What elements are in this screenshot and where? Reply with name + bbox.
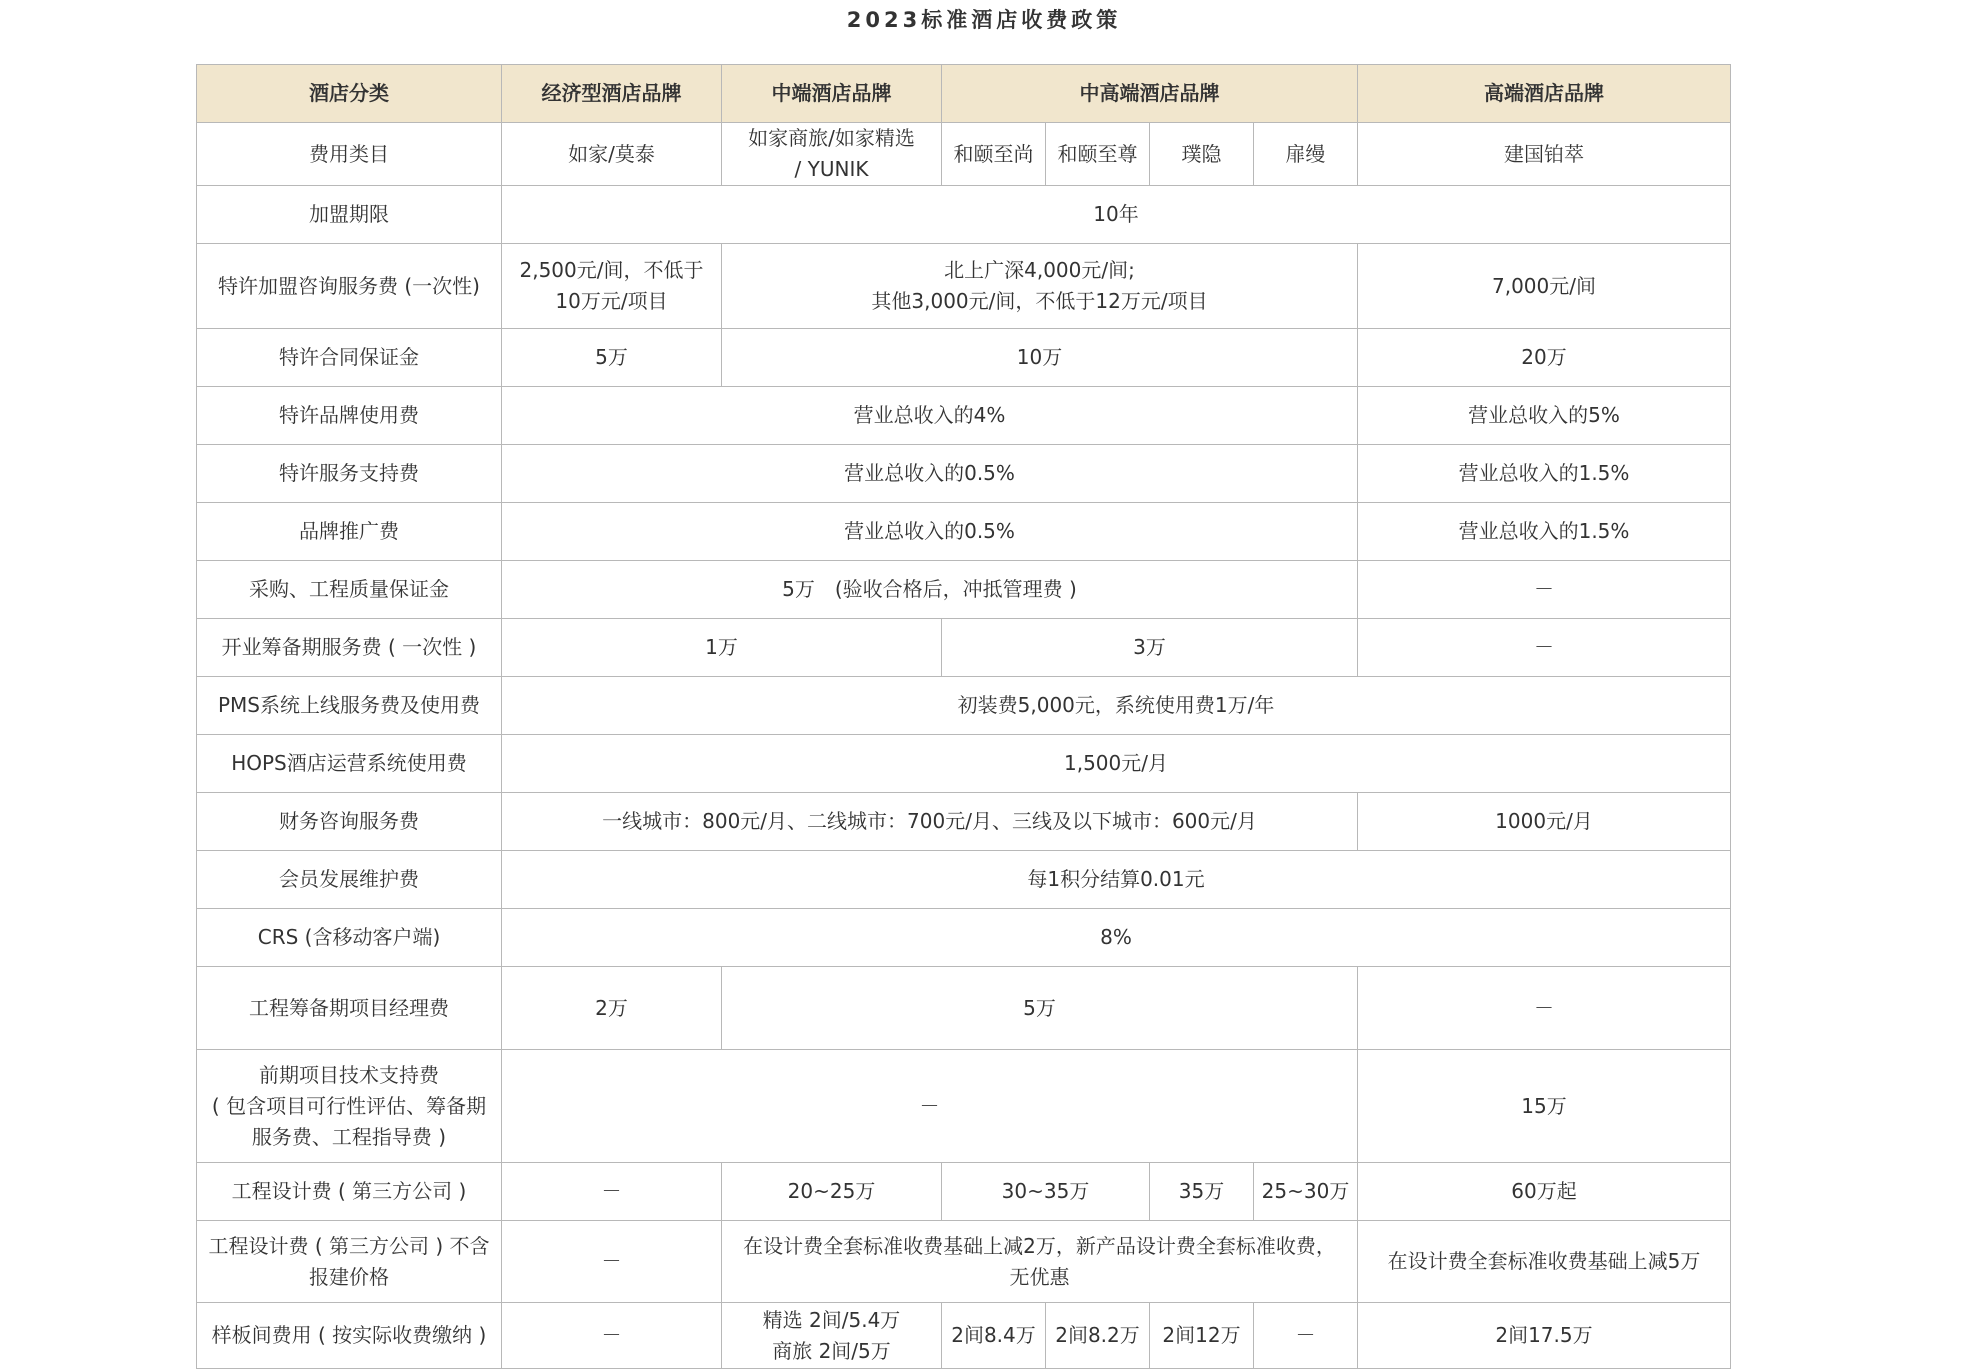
cell-value: 15万 xyxy=(1358,1050,1731,1163)
cell-value: 60万起 xyxy=(1358,1163,1731,1221)
cell-value: 2间12万 xyxy=(1150,1303,1254,1369)
cell-value: 2间8.4万 xyxy=(942,1303,1046,1369)
cell-value: 25~30万 xyxy=(1254,1163,1358,1221)
page-title: 2023标准酒店收费政策 xyxy=(846,8,1122,32)
row-label: 会员发展维护费 xyxy=(197,851,502,909)
cell-line: 无优惠 xyxy=(1009,1264,1070,1289)
header-upscale: 高端酒店品牌 xyxy=(1358,65,1731,123)
cell-value: 35万 xyxy=(1150,1163,1254,1221)
brand-heyi-zhishang: 和颐至尚 xyxy=(942,123,1046,186)
cell-value: 1000元/月 xyxy=(1358,793,1731,851)
row-label-line: ( 包含项目可行性评估、筹备期 xyxy=(211,1093,487,1118)
row-label: 样板间费用 ( 按实际收费缴纳 ) xyxy=(197,1303,502,1369)
brand-midscale xyxy=(722,123,942,186)
row-label: 费用类目 xyxy=(197,123,502,186)
row-label: 开业筹备期服务费 ( 一次性 ) xyxy=(197,619,502,677)
cell-value: 10年 xyxy=(502,186,1731,244)
cell-value: － xyxy=(1254,1303,1358,1369)
row-label: 工程筹备期项目经理费 xyxy=(197,967,502,1050)
cell-value xyxy=(722,244,1358,329)
brand-midscale-line2: / YUNIK xyxy=(794,157,869,181)
cell-value: － xyxy=(502,1163,722,1221)
brand-feiman: 扉缦 xyxy=(1254,123,1358,186)
cell-line: 商旅 2间/5万 xyxy=(772,1338,891,1363)
brand-midscale-line1: 如家商旅/如家精选 xyxy=(748,126,915,150)
cell-value xyxy=(502,244,722,329)
row-label-line: 前期项目技术支持费 xyxy=(259,1062,439,1087)
row-label: 采购、工程质量保证金 xyxy=(197,561,502,619)
cell-line: 2,500元/间，不低于 xyxy=(519,258,704,282)
table-row xyxy=(197,677,1731,735)
cell-value: 20~25万 xyxy=(722,1163,942,1221)
cell-value: 1,500元/月 xyxy=(502,735,1731,793)
cell-value: 一线城市：800元/月、二线城市：700元/月、三线及以下城市：600元/月 xyxy=(502,793,1358,851)
row-label: PMS系统上线服务费及使用费 xyxy=(197,677,502,735)
table-row xyxy=(197,445,1731,503)
brand-heyi-zhizun: 和颐至尊 xyxy=(1046,123,1150,186)
row-label: HOPS酒店运营系统使用费 xyxy=(197,735,502,793)
cell-line: 其他3,000元/间，不低于12万元/项目 xyxy=(871,289,1208,313)
table-row xyxy=(197,329,1731,387)
table-row xyxy=(197,1163,1731,1221)
cell-value: 营业总收入的4% xyxy=(502,387,1358,445)
cell-value: － xyxy=(502,1303,722,1369)
cell-value: － xyxy=(1358,619,1731,677)
cell-value: 营业总收入的1.5% xyxy=(1358,503,1731,561)
brand-upscale: 建国铂萃 xyxy=(1358,123,1731,186)
row-label: 加盟期限 xyxy=(197,186,502,244)
table-row xyxy=(197,387,1731,445)
table-row xyxy=(197,244,1731,329)
cell-value: 营业总收入的0.5% xyxy=(502,445,1358,503)
row-label-line: 服务费、工程指导费 ) xyxy=(251,1124,447,1149)
header-category: 酒店分类 xyxy=(197,65,502,123)
table-row xyxy=(197,619,1731,677)
row-label xyxy=(197,1050,502,1163)
table-row xyxy=(197,503,1731,561)
fee-table xyxy=(196,64,1731,1369)
table-row xyxy=(197,909,1731,967)
brand-puyin: 璞隐 xyxy=(1150,123,1254,186)
header-economy: 经济型酒店品牌 xyxy=(502,65,722,123)
table-row xyxy=(197,561,1731,619)
cell-value: － xyxy=(1358,967,1731,1050)
cell-value xyxy=(722,1303,942,1369)
cell-value: 5万 (验收合格后，冲抵管理费 ) xyxy=(502,561,1358,619)
row-label-line: 工程设计费 ( 第三方公司 ) 不含 xyxy=(208,1233,490,1258)
table-row xyxy=(197,793,1731,851)
row-label xyxy=(197,1221,502,1303)
cell-value xyxy=(722,1221,1358,1303)
cell-line: 北上广深4,000元/间; xyxy=(944,258,1135,282)
cell-line: 精选 2间/5.4万 xyxy=(762,1307,901,1332)
cell-value: － xyxy=(502,1221,722,1303)
header-row xyxy=(197,65,1731,123)
cell-value: 30~35万 xyxy=(942,1163,1150,1221)
cell-value: 2万 xyxy=(502,967,722,1050)
table-row xyxy=(197,1050,1731,1163)
cell-value: 10万 xyxy=(722,329,1358,387)
cell-value: 2间8.2万 xyxy=(1046,1303,1150,1369)
row-label: CRS (含移动客户端) xyxy=(197,909,502,967)
cell-value: 2间17.5万 xyxy=(1358,1303,1731,1369)
cell-line: 在设计费全套标准收费基础上减2万，新产品设计费全套标准收费， xyxy=(743,1233,1336,1258)
cell-value: 初装费5,000元，系统使用费1万/年 xyxy=(502,677,1731,735)
row-label-line: 报建价格 xyxy=(309,1264,389,1289)
row-label: 特许加盟咨询服务费 (一次性) xyxy=(197,244,502,329)
cell-value: 3万 xyxy=(942,619,1358,677)
cell-value: 5万 xyxy=(502,329,722,387)
cell-value: 20万 xyxy=(1358,329,1731,387)
table-row xyxy=(197,1221,1731,1303)
cell-value: 营业总收入的0.5% xyxy=(502,503,1358,561)
table-row xyxy=(197,186,1731,244)
cell-value: － xyxy=(502,1050,1358,1163)
cell-value: 营业总收入的1.5% xyxy=(1358,445,1731,503)
header-midscale: 中端酒店品牌 xyxy=(722,65,942,123)
cell-value: 每1积分结算0.01元 xyxy=(502,851,1731,909)
cell-value: 营业总收入的5% xyxy=(1358,387,1731,445)
row-label: 特许合同保证金 xyxy=(197,329,502,387)
row-label: 品牌推广费 xyxy=(197,503,502,561)
table-row xyxy=(197,851,1731,909)
row-label: 特许品牌使用费 xyxy=(197,387,502,445)
table-row xyxy=(197,735,1731,793)
table-row xyxy=(197,1303,1731,1369)
brand-row xyxy=(197,123,1731,186)
cell-value: － xyxy=(1358,561,1731,619)
row-label: 特许服务支持费 xyxy=(197,445,502,503)
cell-line: 10万元/项目 xyxy=(555,289,668,313)
row-label: 工程设计费 ( 第三方公司 ) xyxy=(197,1163,502,1221)
table-row xyxy=(197,967,1731,1050)
header-upper-midscale: 中高端酒店品牌 xyxy=(942,65,1358,123)
cell-value: 5万 xyxy=(722,967,1358,1050)
cell-value: 1万 xyxy=(502,619,942,677)
brand-economy: 如家/莫泰 xyxy=(502,123,722,186)
row-label: 财务咨询服务费 xyxy=(197,793,502,851)
cell-value: 在设计费全套标准收费基础上减5万 xyxy=(1358,1221,1731,1303)
cell-value: 8% xyxy=(502,909,1731,967)
cell-value: 7,000元/间 xyxy=(1358,244,1731,329)
